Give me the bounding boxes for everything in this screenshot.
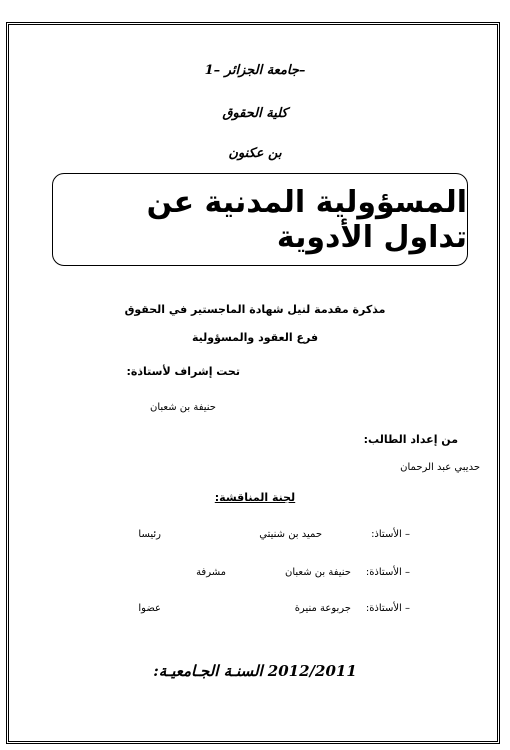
member-prefix: – الأستاذة: — [365, 567, 410, 578]
member-prefix: – الأستاذة: — [365, 603, 410, 614]
member-name: حميد بن شنيتي — [259, 529, 322, 540]
member-prefix: – الأستاذ: — [371, 529, 410, 540]
campus-name: بن عكنون — [228, 146, 282, 161]
committee-heading: لجنة المناقشة: — [214, 491, 296, 504]
academic-year-value: 2012/2011 — [267, 662, 357, 680]
faculty-name: كلية الحقوق — [222, 106, 288, 121]
supervisor-name: حنيفة بن شعبان — [149, 402, 216, 413]
page-border — [6, 22, 500, 744]
member-name: حنيفة بن شعبان — [284, 567, 351, 578]
thesis-degree-line: مذكرة مقدمة لنيل شهادة الماجستير في الحقوق — [124, 303, 386, 316]
member-role: مشرفة — [196, 567, 226, 578]
university-name: جامعة الجزائر –1– — [204, 63, 306, 78]
committee-member-row — [0, 567, 510, 587]
student-label: من إعداد الطالب: — [363, 433, 458, 446]
title-box — [52, 173, 468, 266]
thesis-title: المسؤولية المدنية عن تداول الأدوية — [146, 184, 467, 255]
thesis-specialty-line: فرع العقود والمسؤولية — [191, 331, 319, 344]
supervisor-label: تحت إشراف لأستاذة: — [126, 365, 240, 378]
member-role: رئيسا — [138, 529, 161, 540]
academic-year-line — [0, 661, 510, 680]
academic-year-label: السنـة الجـامعيـة: — [153, 662, 263, 680]
committee-member-row — [0, 603, 510, 623]
committee-member-row — [0, 529, 510, 549]
member-role: عضوا — [138, 603, 161, 614]
student-name: حديبي عبد الرحمان — [400, 462, 480, 473]
member-name: جربوعة منيرة — [294, 603, 351, 614]
